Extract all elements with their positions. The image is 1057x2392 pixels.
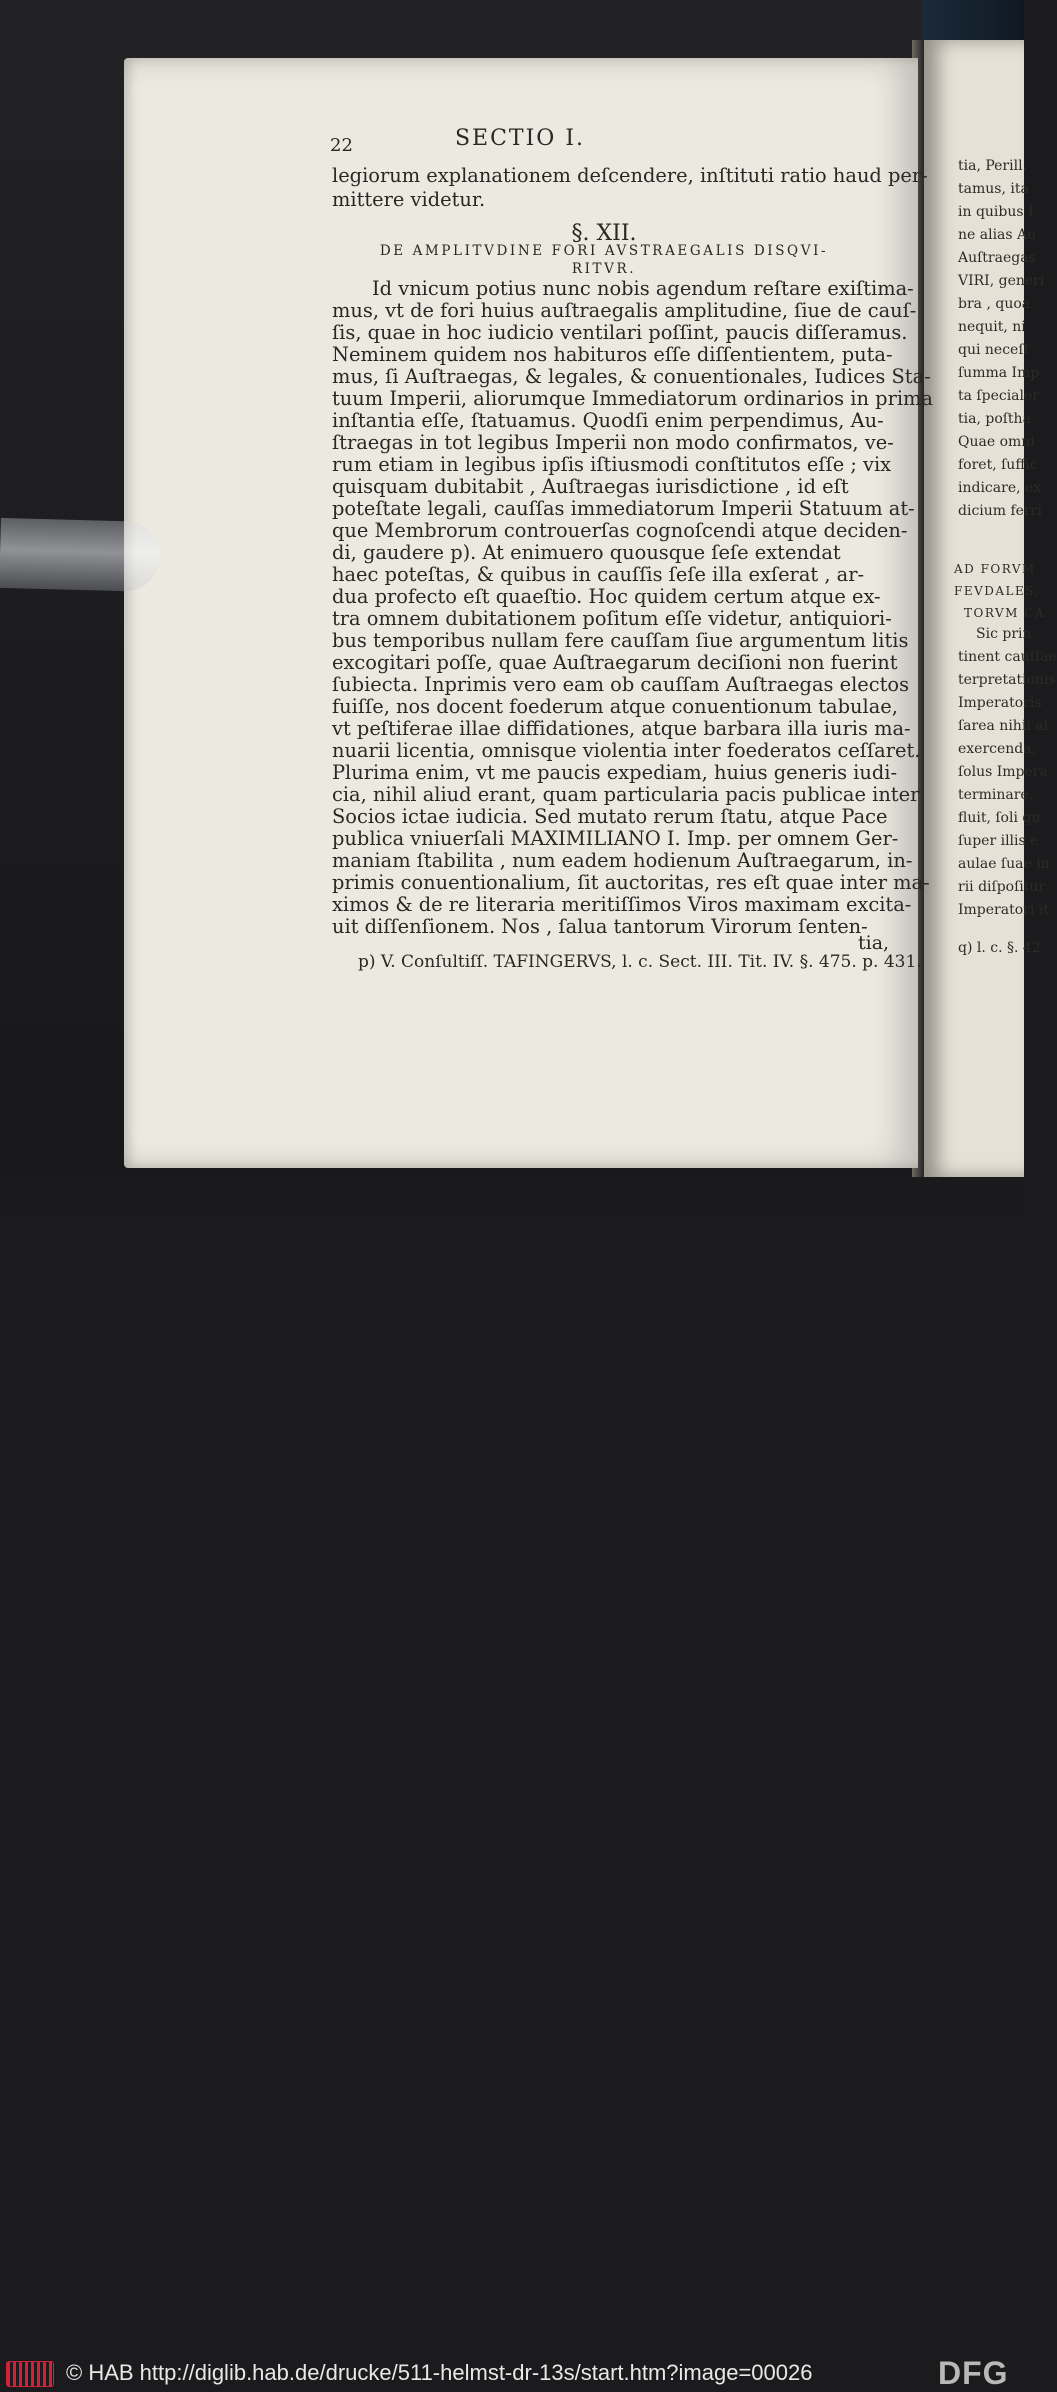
facing-line: foret, ſuffic <box>958 457 1038 473</box>
facing-line: terpretationis <box>958 672 1056 688</box>
facing-line: tinent cauſſae <box>958 649 1057 665</box>
page-number: 22 <box>330 135 353 156</box>
text-line: cia, nihil aliud erant, quam particularia pacis publicae inter <box>332 783 920 806</box>
text-line: Socios ictae iudicia. Sed mutato rerum ſtatu, atque Pace <box>332 805 888 828</box>
section-number: §. XII. <box>571 221 637 246</box>
facing-line: Auſtraegas <box>958 250 1036 266</box>
facing-line: ne alias Au <box>958 227 1037 243</box>
facing-line: tia, poſtha <box>958 411 1031 427</box>
facing-line: Quae omni <box>958 434 1035 450</box>
text-line: ximos & de re literaria meritiſſimos Viros maximam excita- <box>332 893 912 916</box>
facing-heading: AD FORVM <box>954 562 1036 576</box>
text-line: ſubiecta. Inprimis vero eam ob cauſſam Auſtraegas electos <box>332 673 910 696</box>
text-line: bus temporibus nullam fere cauſſam ſiue argumentum litis <box>332 629 909 652</box>
text-line: maniam ſtabilita , num eadem hodienum Auſtraegarum, in- <box>332 849 913 872</box>
facing-line: nequit, ni <box>958 319 1026 335</box>
text-line: poteſtate legali, cauſſas immediatorum Imperii Statuum at- <box>332 497 915 520</box>
text-line: primis conuentionalium, ſit auctoritas, res eſt quae inter ma- <box>332 871 930 894</box>
text-line: nuarii licentia, omnisque violentia inter foederatos ceſſaret. <box>332 739 921 762</box>
barcode-icon <box>6 2361 54 2387</box>
scan-image <box>0 0 1057 1177</box>
text-line: uit diſſenſionem. Nos , ſalua tantorum Virorum ſenten- <box>332 915 868 938</box>
facing-line: ſuper illis e <box>958 833 1039 849</box>
text-line: ſis, quae in hoc iudicio ventilari poſſint, paucis diſſeramus. <box>332 321 908 344</box>
facing-line: Imperatori it <box>958 902 1049 918</box>
facing-line: in quibus I <box>958 204 1034 220</box>
text-line: vt peſtiferae illae diffidationes, atque barbara illa iuris ma- <box>332 717 911 740</box>
viewer-footer <box>0 1177 1024 2391</box>
facing-line: rii diſpoſitur <box>958 879 1046 895</box>
running-head: SECTIO I. <box>454 126 586 151</box>
text-line: quisquam dubitabit , Auſtraegas iurisdictione , id eſt <box>332 475 849 498</box>
text-line: publica vniuerſali MAXIMILIANO I. Imp. per omnem Ger- <box>332 827 899 850</box>
facing-line: ſarea nihil al <box>958 718 1049 734</box>
text-line: dua profecto eſt quaeſtio. Hoc quidem certum atque ex- <box>332 585 881 608</box>
facing-line: ſolus Impera <box>958 764 1048 780</box>
text-line: haec poteſtas, & quibus in cauſſis ſeſe illa exſerat , ar- <box>332 563 865 586</box>
page-holder-strip <box>0 518 161 592</box>
facing-line: aulae ſuae in <box>958 856 1050 872</box>
text-line: tra omnem dubitationem poſitum eſſe videtur, antiquiori- <box>332 607 892 630</box>
text-line: legiorum explanationem deſcendere, inſtituti ratio haud per- <box>332 164 928 187</box>
text-line: Plurima enim, vt me paucis expediam, huius generis iudi- <box>332 761 898 784</box>
footnote: p) V. Conſultiſſ. TAFINGERVS, l. c. Sect. III. Tit. IV. §. 475. p. 431. <box>358 952 922 972</box>
text-line: tuum Imperii, aliorumque Immediatorum ordinarios in prima <box>332 387 933 410</box>
text-line: Id vnicum potius nunc nobis agendum reſtare exiſtima- <box>372 277 914 300</box>
facing-line: fluit, ſoli qu <box>958 810 1041 826</box>
facing-line: terminare, <box>958 787 1034 803</box>
facing-line: qui neceſſ <box>958 342 1029 358</box>
facing-line: indicare, ex <box>958 480 1042 496</box>
facing-line: exercenda, <box>958 741 1037 757</box>
text-line: excogitari poſſe, quae Auſtraegarum deciſioni non fuerint <box>332 651 898 674</box>
text-line: mus, ſi Auſtraegas, & legales, & conuentionales, Iudices Sta- <box>332 365 931 388</box>
text-line: inſtantia eſſe, ſtatuamus. Quodſi enim perpendimus, Au- <box>332 409 884 432</box>
facing-line: ſumma Imp <box>958 365 1040 381</box>
text-line: mittere videtur. <box>332 188 486 211</box>
dfg-logo: DFG <box>938 2355 1009 2391</box>
facing-line: tamus, ita <box>958 181 1029 197</box>
facing-line: dicium ferri <box>958 503 1042 519</box>
text-line: ſtraegas in tot legibus Imperii non modo confirmatos, ve- <box>332 431 894 454</box>
facing-heading: FEVDALES, <box>954 584 1040 598</box>
facing-line: VIRI, generi <box>958 273 1045 289</box>
facing-footnote: q) l. c. §. 42 <box>958 940 1041 956</box>
section-heading: RITVR. <box>571 261 637 277</box>
section-heading: DE AMPLITVDINE FORI AVSTRAEGALIS DISQVI- <box>379 243 829 259</box>
text-line: mus, vt de fori huius auſtraegalis amplitudine, ſiue de cauſ- <box>332 299 917 322</box>
text-line: Neminem quidem nos habituros eſſe diſſentientem, puta- <box>332 343 893 366</box>
facing-line: tia, Perill. <box>958 158 1028 174</box>
catchword: tia, <box>858 932 890 954</box>
facing-line: ta ſpecialer <box>958 388 1039 404</box>
facing-line: bra , quoa <box>958 296 1031 312</box>
facing-heading: TORVM CA <box>964 606 1046 620</box>
text-line: que Membrorum controuerſas cognoſcendi atque deciden- <box>332 519 908 542</box>
facing-line: Imperatoris <box>958 695 1042 711</box>
facing-line: Sic prin <box>976 626 1032 642</box>
copyright-url[interactable]: © HAB http://diglib.hab.de/drucke/511-helmst-dr-13s/start.htm?image=00026 <box>66 2360 813 2385</box>
text-line: fuiſſe, nos docent foederum atque conuentionum tabulae, <box>332 695 898 718</box>
text-line: di, gaudere p). At enimuero quousque ſeſe extendat <box>332 541 841 564</box>
text-line: rum etiam in legibus ipſis iſtiusmodi conſtitutos eſſe ; vix <box>332 453 892 476</box>
facing-page <box>924 40 1057 1177</box>
